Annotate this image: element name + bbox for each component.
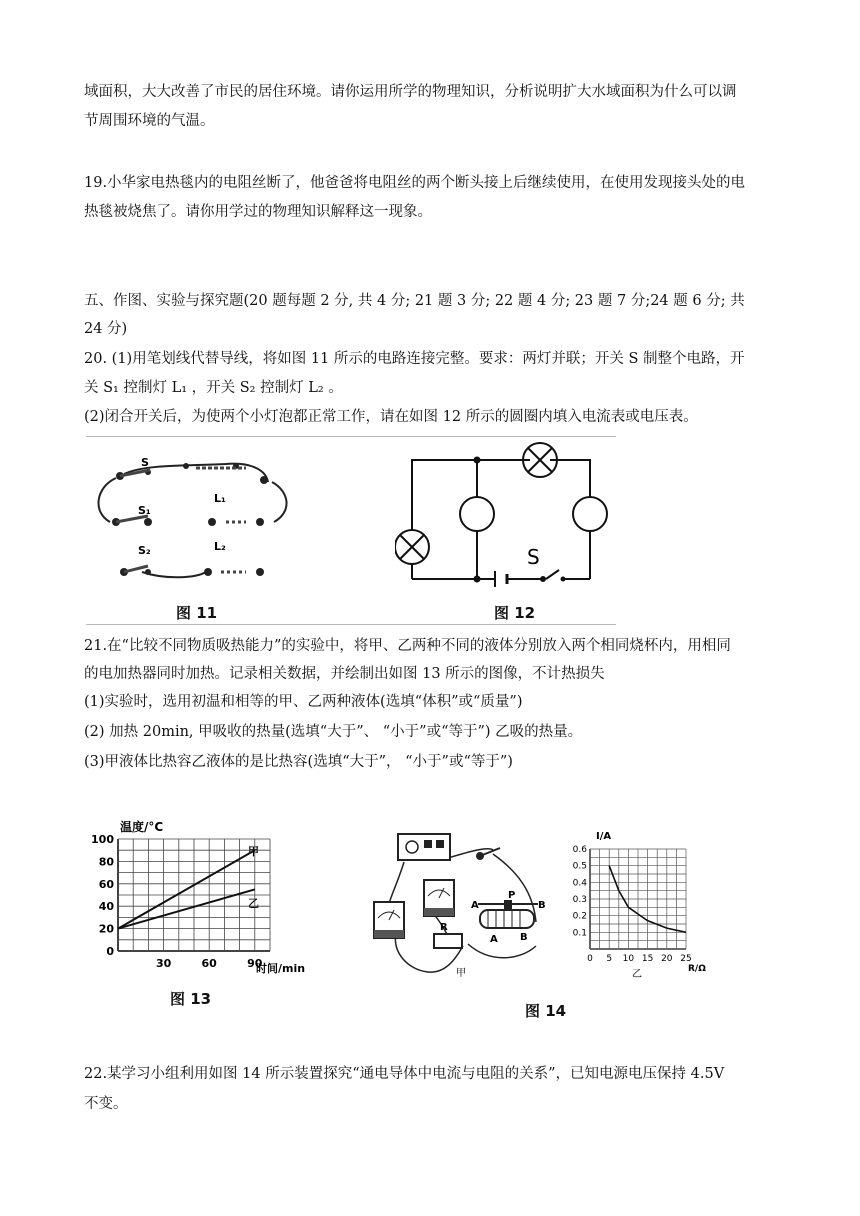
q21-line-1: 21.在“比较不同物质吸热能力”的实验中，将甲、乙两种不同的液体分别放入两个相同烧杯内，用相同 — [84, 638, 731, 654]
fig14-ylabel: I/A — [596, 831, 612, 842]
fig14-xtick-label: 0 — [587, 954, 593, 964]
q21-line-2: 的电加热器同时加热。记录相关数据，并绘制出如图 13 所示的图像，不计热损失 — [84, 666, 605, 682]
fig13-ytick-label: 80 — [98, 855, 114, 869]
fig11-wire-right — [272, 482, 287, 522]
fig14-ytick-label: 0.1 — [572, 928, 587, 939]
q18-line-2: 节周围环境的气温。 — [84, 113, 215, 129]
fig14-ytick-label: 0.4 — [572, 878, 587, 889]
fig14-ytick-label: 0.2 — [572, 911, 587, 922]
fig13-series-a-label: 甲 — [248, 845, 259, 858]
fig13-xlabel: 时间/min — [256, 962, 306, 975]
fig11-label-l2: L₂ — [214, 540, 226, 553]
fig14-sub-b: 乙 — [632, 969, 642, 980]
fig13-ytick-label: 20 — [98, 922, 114, 936]
fig14-ytick-label: 0.3 — [572, 895, 587, 905]
figure-14-chart — [560, 825, 720, 985]
figure-bottom-rule — [86, 624, 616, 625]
q20-line-3: (2)闭合开关后，为使两个小灯泡都正常工作，请在如图 12 所示的圆圈内填入电流表或电压表。 — [84, 409, 698, 425]
fig12-battery — [495, 571, 507, 587]
fig12-meter-circle-right — [573, 497, 607, 531]
fig12-meter-circle-middle — [460, 497, 494, 531]
fig12-lamp-left — [395, 530, 429, 564]
fig14-caption: 图 14 — [525, 1002, 567, 1020]
fig11-wire-left — [99, 478, 116, 522]
fig14-ammeter-left — [374, 902, 404, 938]
fig14-power-supply — [398, 834, 450, 860]
q18-line-1: 域面积，大大改善了市民的居住环境。请你运用所学的物理知识，分析说明扩大水域面积为什么可以调 — [84, 84, 737, 100]
fig13-ytick-label: 100 — [91, 833, 114, 846]
fig14-label-b2: B — [520, 932, 528, 943]
fig14-label-a1: A — [471, 900, 479, 911]
fig12-label-s: S — [527, 545, 540, 569]
fig13-ylabel: 温度/°C — [120, 820, 164, 834]
figure-top-rule — [86, 436, 616, 437]
fig13-ticks — [91, 833, 263, 970]
fig14-ytick-label: 0.6 — [572, 845, 587, 855]
fig11-caption: 图 11 — [176, 604, 218, 622]
fig14-xlabel: R/Ω — [688, 964, 706, 974]
fig14-voltmeter — [424, 880, 454, 916]
fig13-ytick-label: 0 — [106, 945, 114, 958]
fig13-xtick-label: 30 — [155, 957, 172, 970]
q19-line-2: 热毯被烧焦了。请你用学过的物理知识解释这一现象。 — [84, 204, 432, 220]
fig14-resistor-box — [434, 934, 462, 948]
fig11-wire-bottom — [142, 572, 206, 577]
q19-line-1: 19.小华家电热毯内的电阻丝断了，他爸爸将电阻丝的两个断头接上后继续使用，在使用发现接头处的电 — [84, 175, 746, 191]
fig14-label-r: R — [440, 922, 448, 933]
fig13-xtick-label: 90 — [247, 957, 263, 970]
q22-line-1: 22.某学习小组利用如图 14 所示装置探究“通电导体中电流与电阻的关系”，已知电源电压保持 4.5V — [84, 1066, 725, 1082]
q20-line-1: 20. (1)用笔划线代替导线，将如图 11 所示的电路连接完整。要求：两灯并联；开关 S 制整个电路，开 — [84, 351, 745, 367]
fig14-xtick-label: 25 — [680, 954, 692, 964]
fig14-rheostat — [478, 900, 538, 928]
q21-line-4: (2) 加热 20min, 甲吸收的热量(选填“大于”、 “小于”或“等于”) 乙吸的热量。 — [84, 724, 583, 740]
fig14-sub-a: 甲 — [456, 968, 466, 979]
section5-heading-1: 五、作图、实验与探究题(20 题每题 2 分, 共 4 分; 21 题 3 分; 22 题 4 分; 23 题 7 分;24 题 6 分; 共 — [84, 293, 745, 309]
fig14-xtick-label: 20 — [661, 954, 673, 964]
fig13-series-line-1 — [118, 850, 255, 928]
fig13-ytick-label: 40 — [98, 900, 114, 914]
q21-line-3: (1)实验时，选用初温和相等的甲、乙两种液体(选填“体积”或“质量”) — [84, 694, 523, 710]
figure-11 — [86, 442, 306, 597]
fig14-label-b1: B — [538, 900, 546, 911]
fig14-label-p: P — [508, 890, 516, 901]
section5-heading-2: 24 分) — [84, 321, 128, 337]
fig14-xtick-label: 15 — [641, 954, 654, 964]
fig13-ytick-label: 60 — [98, 877, 114, 891]
figure-12 — [395, 442, 620, 587]
fig13-xtick-label: 60 — [201, 957, 217, 970]
fig11-label-s1: S₁ — [138, 504, 151, 517]
fig11-label-l1: L₁ — [214, 492, 226, 505]
q20-line-2: 关 S₁ 控制灯 L₁ ，开关 S₂ 控制灯 L₂ 。 — [84, 380, 343, 396]
fig12-caption: 图 12 — [494, 604, 536, 622]
fig11-label-s: S — [141, 456, 149, 469]
fig11-label-s2: S₂ — [138, 544, 151, 557]
q21-line-5: (3)甲液体比热容乙液体的是比热容(选填“大于”， “小于”或“等于”) — [84, 754, 513, 770]
fig13-caption: 图 13 — [170, 990, 212, 1008]
fig13-series-b-label: 乙 — [248, 897, 259, 910]
q22-line-2: 不变。 — [84, 1096, 128, 1112]
fig14-label-a2: A — [490, 934, 498, 945]
fig14-grid — [590, 849, 686, 949]
figure-14-apparatus — [368, 822, 558, 982]
fig14-xtick-label: 5 — [606, 954, 613, 964]
fig13-lines — [118, 850, 255, 928]
figure-13-chart — [80, 815, 340, 980]
fig14-xtick-label: 10 — [622, 954, 635, 964]
fig14-ytick-label: 0.5 — [572, 861, 587, 872]
